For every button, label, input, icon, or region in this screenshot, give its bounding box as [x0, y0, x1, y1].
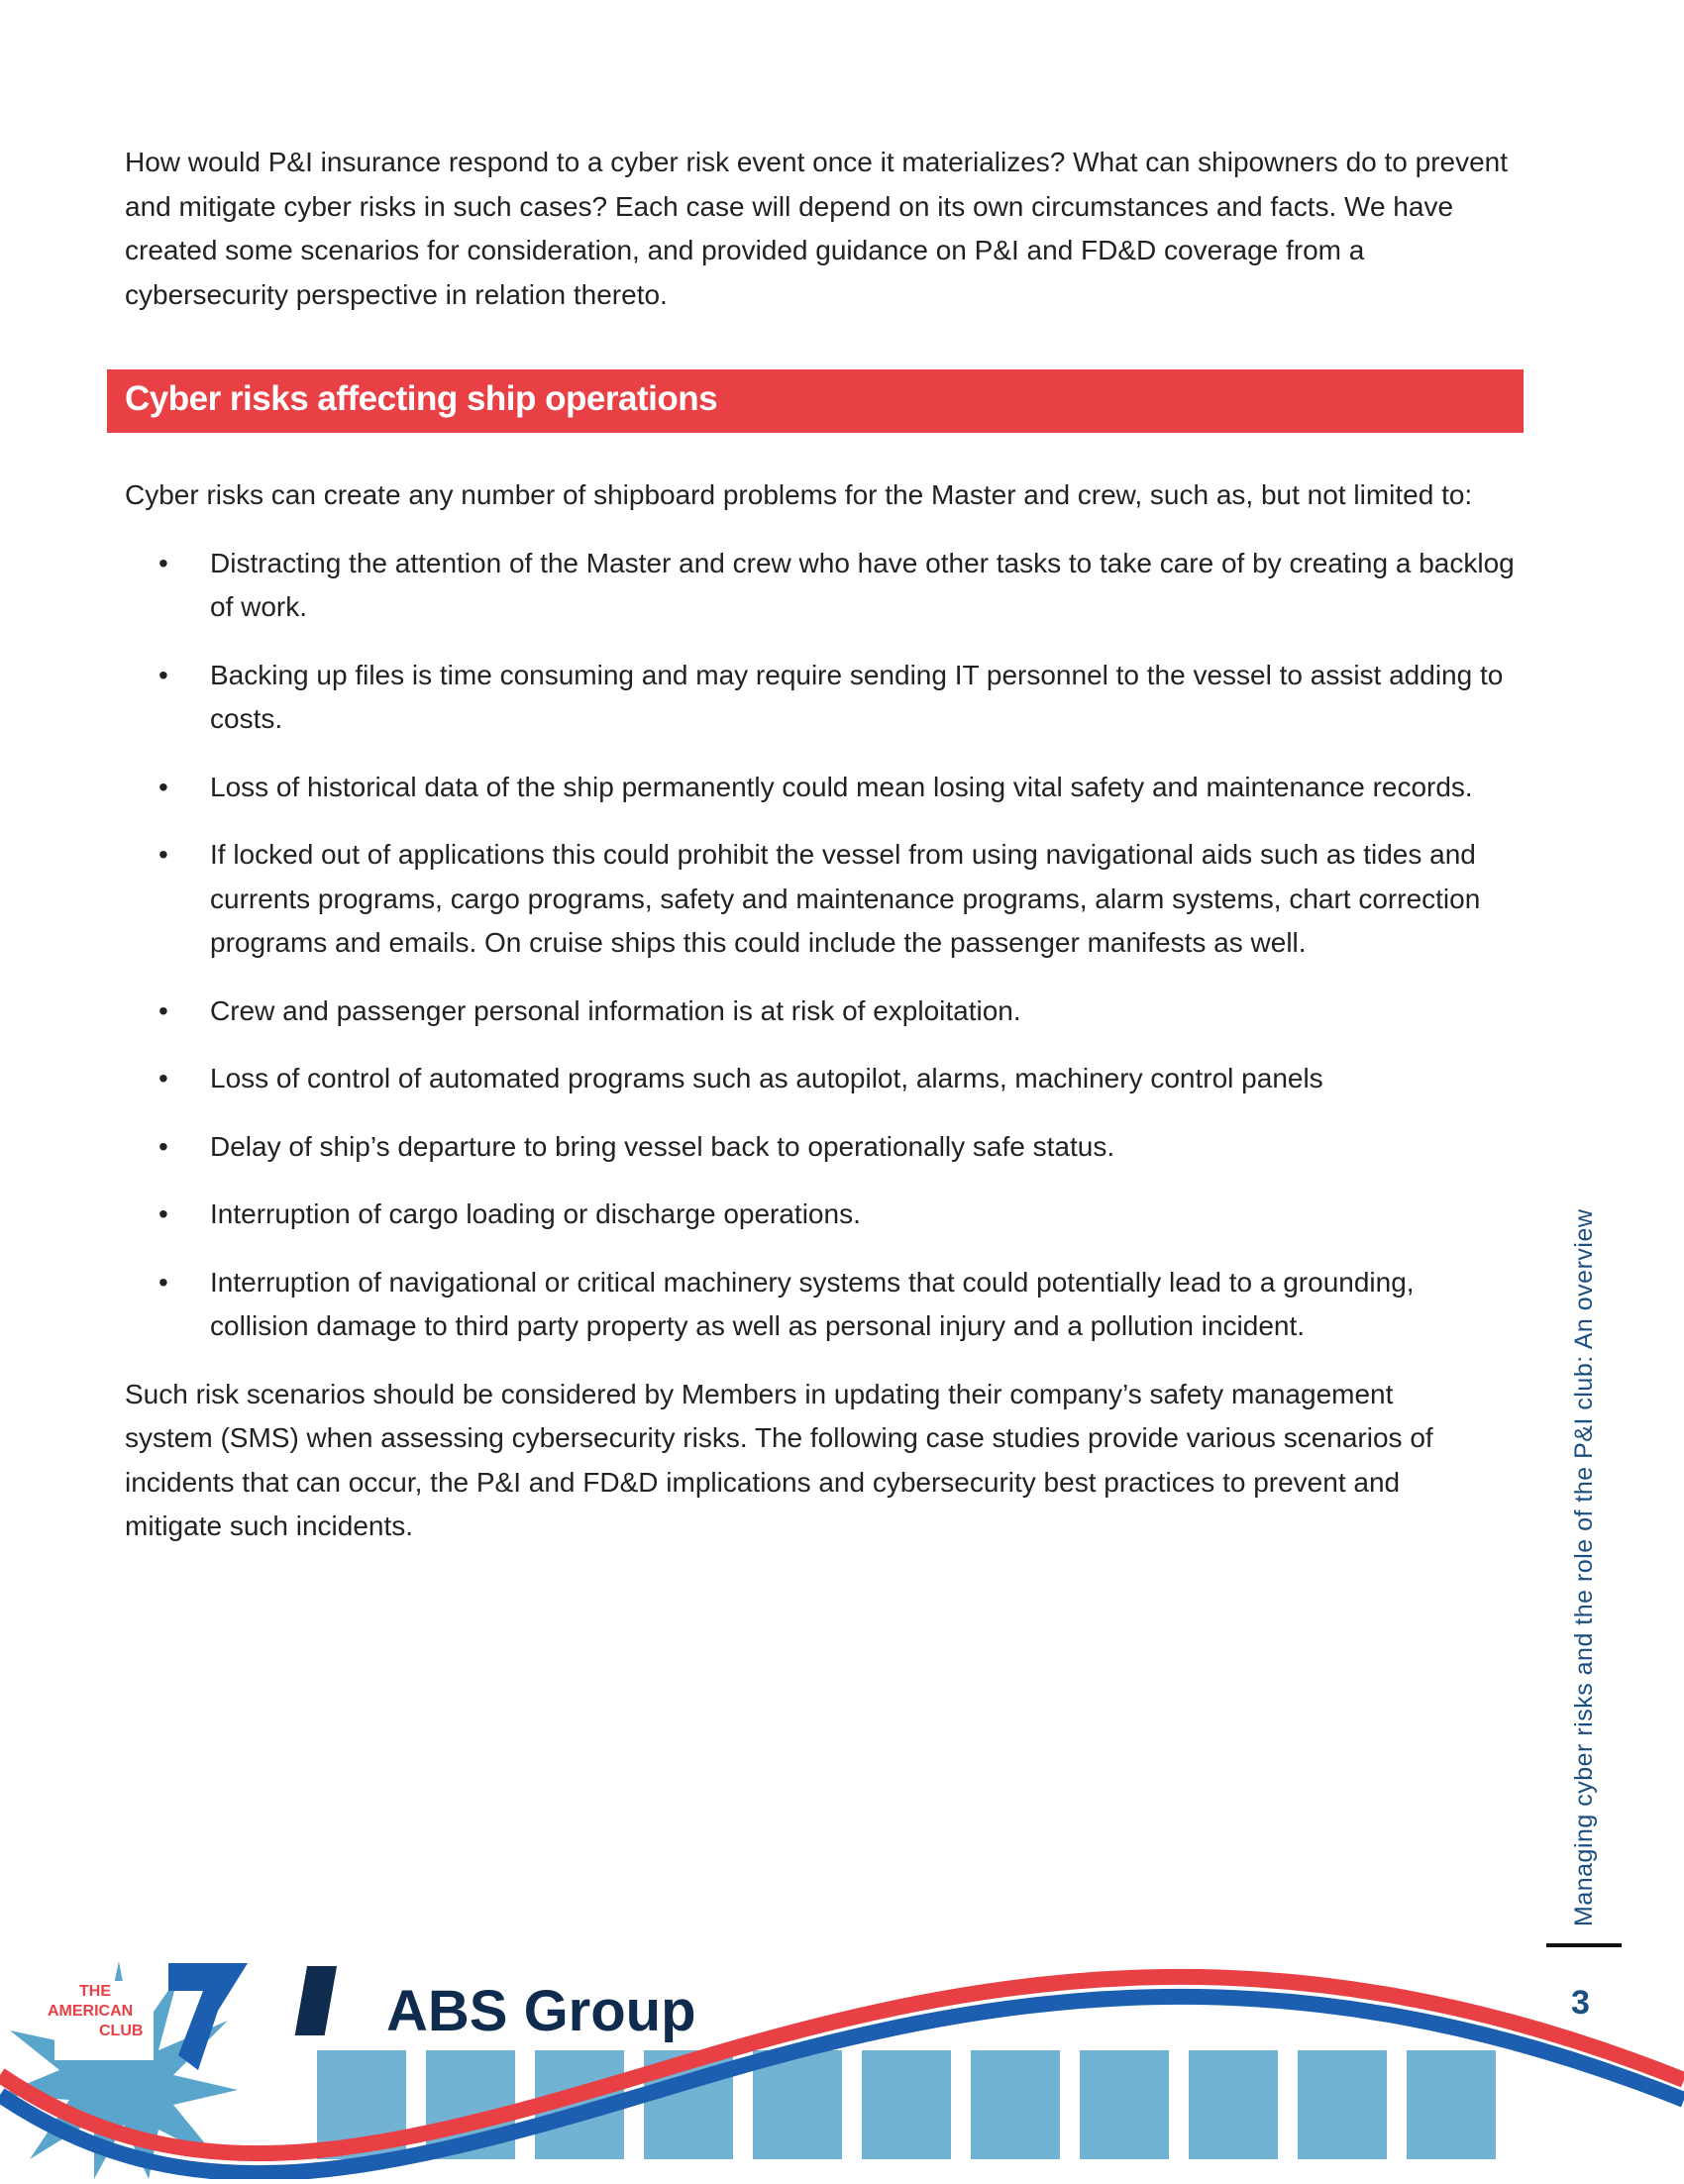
list-item: • Interruption of navigational or critical machinery systems that could potentially lead to a grounding, collision damage to third party property as well as personal injury and a pollution incident.: [158, 1261, 1446, 1349]
bullet-list: [107, 542, 1524, 1349]
list-item: • Loss of control of automated programs such as autopilot, alarms, machinery control panels: [158, 1057, 1535, 1101]
list-item: • Interruption of cargo loading or discharge operations.: [158, 1193, 1535, 1237]
bullet-icon: •: [158, 547, 168, 578]
running-title: Managing cyber risks and the role of the P&I club: An overview: [1570, 1208, 1598, 1926]
footer: [0, 1882, 1684, 2179]
bullet-icon: •: [158, 994, 168, 1026]
closing-paragraph: Such risk scenarios should be considered by Members in updating their company’s safety management system (SMS) when assessing cybersecurity risks. The following case studies provide various scenarios of incidents that can occur, the P&I and FD&D implications and cybersecurity best practices to prevent and mitigate such incidents.: [125, 1378, 1433, 1541]
bullet-icon: •: [158, 1266, 168, 1298]
svg-text:AMERICAN: AMERICAN: [48, 2003, 134, 2020]
abs-eagle-icon: [295, 1966, 337, 2035]
footer-graphic: [0, 1882, 1684, 2179]
svg-text:CLUB: CLUB: [99, 2023, 144, 2039]
list-item: • Distracting the attention of the Master and crew who have other tasks to take care of by creating a backlog of work.: [158, 542, 1535, 630]
section-heading-bar: [107, 369, 1524, 433]
bullet-icon: •: [158, 1198, 168, 1229]
list-item: • Crew and passenger personal information is at risk of exploitation.: [158, 989, 1535, 1034]
page-number: 3: [1571, 1984, 1590, 2022]
bullet-icon: •: [158, 659, 168, 690]
main-column: [107, 141, 1524, 1549]
list-item: • Backing up files is time consuming and may require sending IT personnel to the vessel to assist adding to costs.: [158, 654, 1535, 742]
svg-text:THE: THE: [79, 1983, 111, 2000]
list-item: • Loss of historical data of the ship permanently could mean losing vital safety and maintenance records.: [158, 766, 1535, 810]
bullet-icon: •: [158, 839, 168, 870]
list-item: • Delay of ship’s departure to bring vessel back to operationally safe status.: [158, 1125, 1535, 1170]
abs-group-logo: ABS Group: [386, 1979, 696, 2043]
intro-paragraph: How would P&I insurance respond to a cyber risk event once it materializes? What can shipowners do to prevent and mitigate cyber risks in such cases? Each case will depend on its own circumstances and facts. We have created some scenarios for consideration, and provided guidance on P&I and FD&D coverage from a cybersecurity perspective in relation thereto.: [125, 147, 1509, 310]
section-lead: Cyber risks can create any number of shipboard problems for the Master and crew, such as, but not limited to:: [125, 479, 1473, 510]
bullet-icon: •: [158, 1063, 168, 1093]
list-item: • If locked out of applications this could prohibit the vessel from using navigational aids such as tides and currents programs, cargo programs, safety and maintenance programs, alarm systems, chart correction programs and emails. On cruise ships this could include the passenger manifests as well.: [158, 833, 1535, 966]
bullet-icon: •: [158, 771, 168, 802]
section-heading: Cyber risks affecting ship operations: [125, 379, 718, 418]
bullet-icon: •: [158, 1130, 168, 1162]
